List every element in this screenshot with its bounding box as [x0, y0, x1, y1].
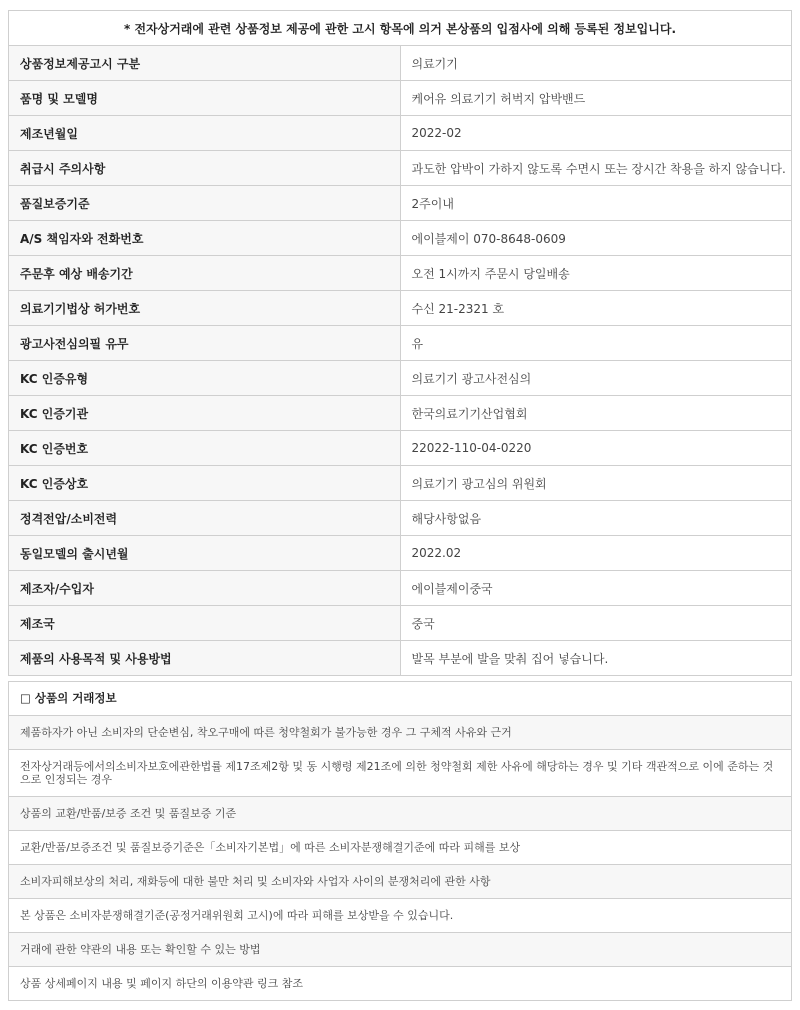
info-value: 22022-110-04-0220	[400, 431, 792, 466]
trade-row	[9, 831, 792, 865]
trade-info-table	[8, 681, 792, 1001]
info-value: 에이블제이 070-8648-0609	[400, 221, 792, 256]
trade-row	[9, 750, 792, 797]
info-row	[9, 221, 792, 256]
info-row	[9, 46, 792, 81]
info-label: 제조년월일	[9, 116, 401, 151]
info-value: 의료기기	[400, 46, 792, 81]
trade-row	[9, 933, 792, 967]
info-row	[9, 396, 792, 431]
info-label: 의료기기법상 허가번호	[9, 291, 401, 326]
info-label: 품명 및 모델명	[9, 81, 401, 116]
info-row	[9, 256, 792, 291]
trade-header-row	[9, 682, 792, 716]
info-value: 2주이내	[400, 186, 792, 221]
notice-text: * 전자상거래에 관련 상품정보 제공에 관한 고시 항목에 의거 본상품의 입점사에 의해 등록된 정보입니다.	[9, 11, 792, 46]
product-info-notice	[8, 10, 792, 1001]
info-label: 상품정보제공고시 구분	[9, 46, 401, 81]
trade-question: 상품의 교환/반품/보증 조건 및 품질보증 기준	[9, 797, 792, 831]
info-value: 2022-02	[400, 116, 792, 151]
info-label: 취급시 주의사항	[9, 151, 401, 186]
info-value: 의료기기 광고심의 위원회	[400, 466, 792, 501]
info-value: 과도한 압박이 가하지 않도록 수면시 또는 장시간 착용을 하지 않습니다.	[400, 151, 792, 186]
notice-row	[9, 11, 792, 46]
info-value: 의료기기 광고사전심의	[400, 361, 792, 396]
trade-row	[9, 899, 792, 933]
trade-row	[9, 865, 792, 899]
info-value: 오전 1시까지 주문시 당일배송	[400, 256, 792, 291]
trade-rows	[9, 716, 792, 1001]
trade-row	[9, 797, 792, 831]
product-info-table	[8, 10, 792, 676]
info-value: 에이블제이중국	[400, 571, 792, 606]
info-row	[9, 536, 792, 571]
info-label: 품질보증기준	[9, 186, 401, 221]
info-label: 제조국	[9, 606, 401, 641]
info-value: 발목 부분에 발을 맞춰 집어 넣습니다.	[400, 641, 792, 676]
info-row	[9, 571, 792, 606]
info-row	[9, 641, 792, 676]
info-label: 동일모델의 출시년월	[9, 536, 401, 571]
trade-row	[9, 716, 792, 750]
info-value: 케어유 의료기기 허벅지 압박밴드	[400, 81, 792, 116]
info-value: 유	[400, 326, 792, 361]
trade-question: 소비자피해보상의 처리, 재화등에 대한 불만 처리 및 소비자와 사업자 사이의 분쟁처리에 관한 사항	[9, 865, 792, 899]
info-label: KC 인증기관	[9, 396, 401, 431]
info-label: KC 인증번호	[9, 431, 401, 466]
info-row	[9, 291, 792, 326]
info-value: 2022.02	[400, 536, 792, 571]
info-value: 중국	[400, 606, 792, 641]
info-rows	[9, 46, 792, 676]
info-row	[9, 186, 792, 221]
info-row	[9, 151, 792, 186]
info-row	[9, 116, 792, 151]
trade-question: 제품하자가 아닌 소비자의 단순변심, 착오구매에 따른 청약철회가 불가능한 경우 그 구체적 사유와 근거	[9, 716, 792, 750]
trade-row	[9, 967, 792, 1001]
info-value: 해당사항없음	[400, 501, 792, 536]
info-label: KC 인증상호	[9, 466, 401, 501]
info-label: KC 인증유형	[9, 361, 401, 396]
info-label: 제조자/수입자	[9, 571, 401, 606]
info-row	[9, 81, 792, 116]
info-value: 수신 21-2321 호	[400, 291, 792, 326]
trade-answer: 교환/반품/보증조건 및 품질보증기준은「소비자기본법」에 따른 소비자분쟁해결기준에 따라 피해를 보상	[9, 831, 792, 865]
info-label: 정격전압/소비전력	[9, 501, 401, 536]
info-label: A/S 책임자와 전화번호	[9, 221, 401, 256]
info-label: 주문후 예상 배송기간	[9, 256, 401, 291]
info-row	[9, 606, 792, 641]
info-row	[9, 501, 792, 536]
info-label: 광고사전심의필 유무	[9, 326, 401, 361]
info-row	[9, 431, 792, 466]
info-row	[9, 326, 792, 361]
trade-answer: 본 상품은 소비자분쟁해결기준(공정거래위원회 고시)에 따라 피해를 보상받을 수 있습니다.	[9, 899, 792, 933]
info-value: 한국의료기기산업협회	[400, 396, 792, 431]
trade-answer: 전자상거래등에서의소비자보호에관한법률 제17조제2항 및 동 시행령 제21조에 의한 청약철회 제한 사유에 해당하는 경우 및 기타 객관적으로 이에 준하는 것으로 인정되는 경우	[9, 750, 792, 797]
trade-answer: 상품 상세페이지 내용 및 페이지 하단의 이용약관 링크 참조	[9, 967, 792, 1001]
trade-question: 거래에 관한 약관의 내용 또는 확인할 수 있는 방법	[9, 933, 792, 967]
info-label: 제품의 사용목적 및 사용방법	[9, 641, 401, 676]
info-row	[9, 466, 792, 501]
trade-info-title: □ 상품의 거래정보	[9, 682, 792, 716]
info-row	[9, 361, 792, 396]
